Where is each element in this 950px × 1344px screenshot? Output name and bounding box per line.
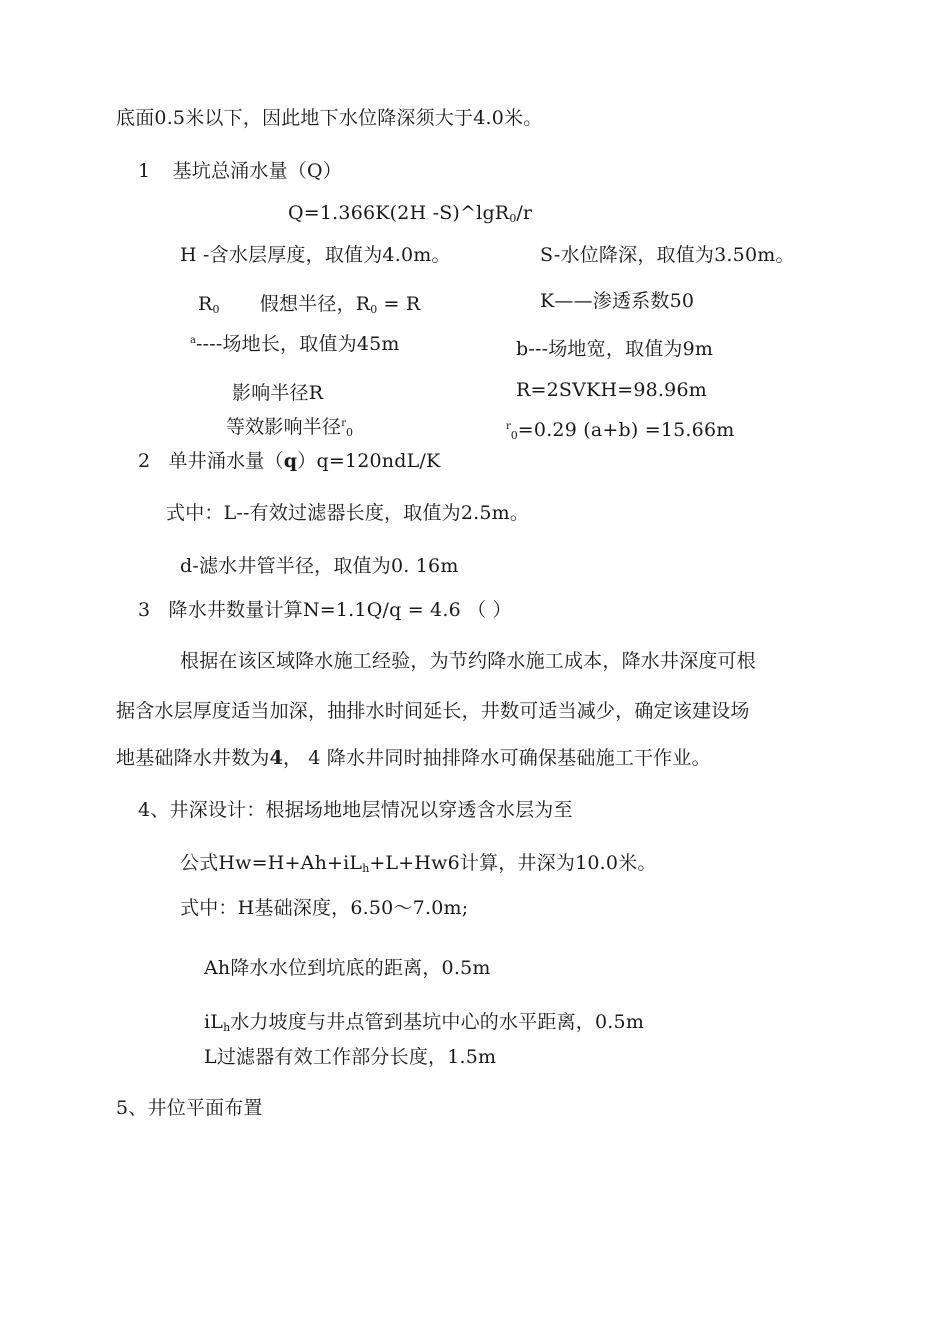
- formula-text: Q=1.366K(2H -S)^lgR: [288, 202, 510, 224]
- text: 水力坡度与井点管到基坑中心的水平距离，0.5m: [230, 1011, 645, 1033]
- param-l: [166, 501, 529, 525]
- text: L过滤器有效工作部分长度，1.5m: [204, 1046, 497, 1068]
- subscript: 0: [509, 212, 517, 225]
- intro-line: [116, 106, 542, 130]
- param-ah: [204, 956, 491, 980]
- superscript: r: [341, 418, 346, 429]
- formula-text: /r: [516, 202, 533, 224]
- text: 假想半径，R: [259, 293, 371, 315]
- formula-text: +L+Hw6计算，井深为10.0米。: [369, 852, 657, 874]
- text: 底面0.5米以下，因此地下水位降深须大于4.0米。: [116, 107, 543, 129]
- subscript: h: [223, 1021, 231, 1034]
- section-2-heading: [138, 449, 440, 473]
- param-r0: [198, 292, 420, 322]
- section-title: 基坑总涌水量（Q）: [172, 160, 342, 182]
- superscript: a: [190, 335, 196, 346]
- subscript: 0: [370, 303, 378, 316]
- number: 4: [269, 747, 284, 769]
- param-d: [180, 554, 459, 578]
- formula-r: [516, 378, 707, 402]
- paragraph-line-1: [180, 649, 756, 673]
- text: d-滤水井管半径，取值为0. 16m: [180, 555, 459, 577]
- section-title: 降水井数量计算N=1.1Q/q = 4.6 （ ）: [168, 599, 512, 621]
- text: 降水井同时抽排降水可确保基础施工干作业。: [320, 747, 711, 769]
- param-filter-length: [204, 1045, 496, 1069]
- text: R=2SVKH=98.96m: [516, 379, 707, 401]
- section-4-heading: [138, 798, 573, 822]
- section-title: 单井涌水量（: [168, 450, 284, 472]
- subscript: 0: [212, 303, 220, 316]
- text: S-水位降深，取值为3.50m。: [540, 244, 795, 266]
- text: = R: [377, 293, 421, 315]
- text: 地基础降水井数为: [116, 747, 270, 769]
- paragraph-line-2: [116, 699, 750, 723]
- text: 据含水层厚度适当加深，抽排水时间延长，井数可适当减少，确定该建设场: [116, 700, 750, 722]
- paragraph-line-3: [116, 746, 711, 770]
- text: 式中：L--有效过滤器长度，取值为2.5m。: [166, 502, 530, 524]
- text: =0.29 (a+b) =15.66m: [517, 419, 735, 441]
- text: K——渗透系数50: [540, 290, 695, 312]
- superscript: r: [506, 421, 511, 432]
- subscript: 0: [345, 426, 353, 439]
- symbol: q: [283, 450, 298, 472]
- text: 式中：H基础深度，6.50〜7.0m;: [180, 897, 469, 919]
- number: 4: [308, 747, 321, 769]
- formula-text: 公式Hw=H+Ah+iL: [180, 852, 363, 874]
- section-title: 4、井深设计：根据场地地层情况以穿透含水层为至: [138, 799, 573, 821]
- text: 等效影响半径: [226, 416, 342, 438]
- formula-hw: [180, 851, 657, 881]
- param-h-depth: [180, 896, 468, 920]
- section-5-heading: [116, 1096, 263, 1120]
- formula-r0: [506, 415, 734, 448]
- param-influence-radius: [232, 381, 323, 405]
- text: Ah降水水位到坑底的距离，0.5m: [204, 957, 491, 979]
- param-equivalent-radius: [226, 412, 353, 445]
- param-ilh: [204, 1010, 644, 1040]
- text: H -含水层厚度，取值为4.0m。: [180, 244, 451, 266]
- symbol: R: [198, 293, 213, 315]
- symbol: iL: [204, 1011, 224, 1033]
- formula-text: ）q=120ndL/K: [297, 450, 441, 472]
- section-1-heading: [138, 159, 342, 183]
- param-b: [516, 337, 713, 361]
- param-k: [540, 289, 694, 313]
- section-title: 5、井位平面布置: [116, 1097, 263, 1119]
- section-number: 3: [138, 599, 151, 621]
- param-a: [190, 329, 400, 356]
- text: 根据在该区域降水施工经验，为节约降水施工成本，降水井深度可根: [180, 650, 757, 672]
- param-s: [540, 243, 795, 267]
- section-3-heading: [138, 598, 512, 622]
- param-h: [180, 243, 451, 267]
- subscript: 0: [510, 429, 518, 442]
- text: b---场地宽，取值为9m: [516, 338, 714, 360]
- section-number: 1: [138, 160, 151, 182]
- text: ----场地长，取值为45m: [195, 333, 400, 355]
- formula-q: [288, 201, 532, 231]
- text: ，: [283, 747, 303, 769]
- text: 影响半径R: [232, 382, 324, 404]
- section-number: 2: [138, 450, 151, 472]
- subscript: h: [362, 862, 370, 875]
